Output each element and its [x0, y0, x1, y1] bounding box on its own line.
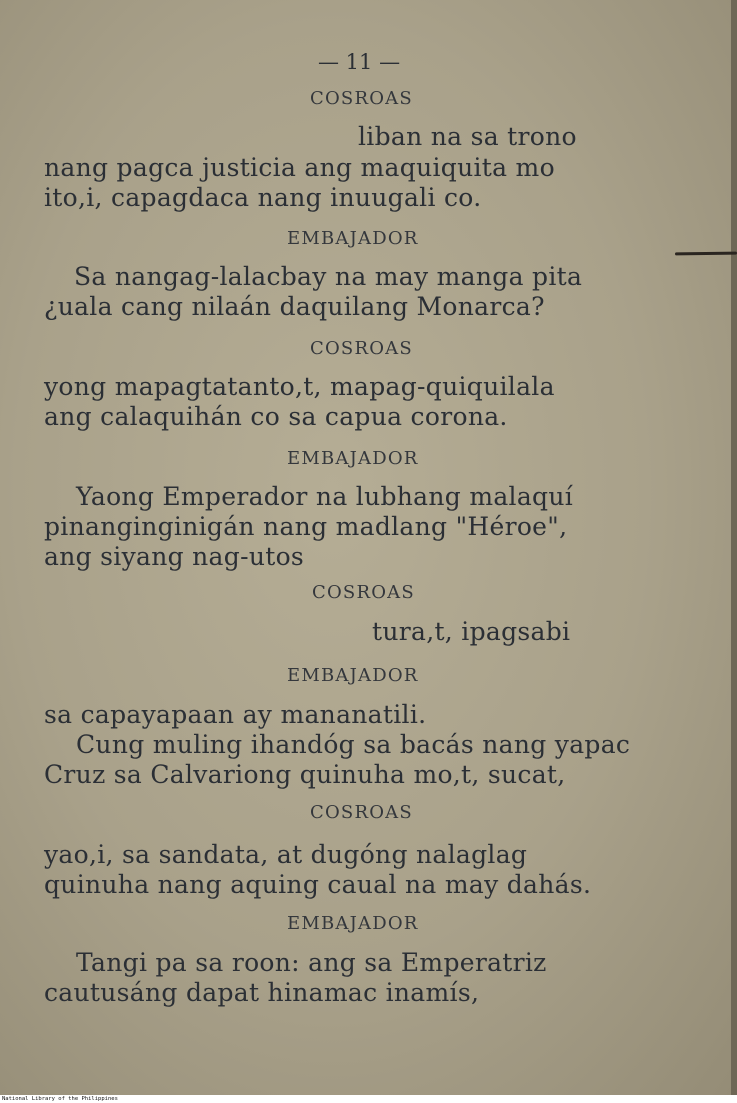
page-number: — 11 — — [318, 50, 401, 74]
verse-line: tura,t, ipagsabi — [372, 617, 571, 646]
verse-line: yong mapagtatanto,t, mapag-quiquilala — [44, 372, 555, 401]
library-footer: National Library of the Philippines — [0, 1095, 737, 1103]
speaker-label: COSROAS — [310, 338, 413, 359]
verse-line: ito,i, capagdaca nang inuugali co. — [44, 183, 482, 212]
speaker-label: COSROAS — [312, 582, 415, 603]
speaker-label: EMBAJADOR — [287, 913, 419, 934]
verse-line: pinanginginigán nang madlang "Héroe", — [44, 512, 568, 541]
speaker-label: COSROAS — [310, 88, 413, 109]
verse-line: ang siyang nag-utos — [44, 542, 305, 571]
page-spine-edge — [731, 0, 737, 1095]
speaker-label: EMBAJADOR — [287, 665, 419, 686]
verse-line: cautusáng dapat hinamac inamís, — [44, 978, 480, 1007]
verse-line: Sa nangag-lalacbay na may manga pita — [74, 262, 583, 291]
verse-line: quinuha nang aquing caual na may dahás. — [44, 870, 592, 899]
ink-mark — [675, 252, 737, 256]
speaker-label: EMBAJADOR — [287, 448, 419, 469]
verse-line: Cung muling ihandóg sa bacás nang yapac — [76, 730, 631, 759]
verse-line: nang pagca justicia ang maquiquita mo — [44, 153, 555, 182]
verse-line: liban na sa trono — [358, 122, 577, 151]
speaker-label: EMBAJADOR — [287, 228, 419, 249]
verse-line: Cruz sa Calvariong quinuha mo,t, sucat, — [44, 760, 566, 789]
verse-line: yao,i, sa sandata, at dugóng nalaglag — [44, 840, 528, 869]
speaker-label: COSROAS — [310, 802, 413, 823]
verse-line: ang calaquihán co sa capua corona. — [44, 402, 508, 431]
verse-line: ¿uala cang nilaán daquilang Monarca? — [44, 292, 545, 321]
verse-line: sa capayapaan ay mananatili. — [44, 700, 427, 729]
verse-line: Tangi pa sa roon: ang sa Emperatriz — [76, 948, 547, 977]
verse-line: Yaong Emperador na lubhang malaquí — [76, 482, 574, 511]
